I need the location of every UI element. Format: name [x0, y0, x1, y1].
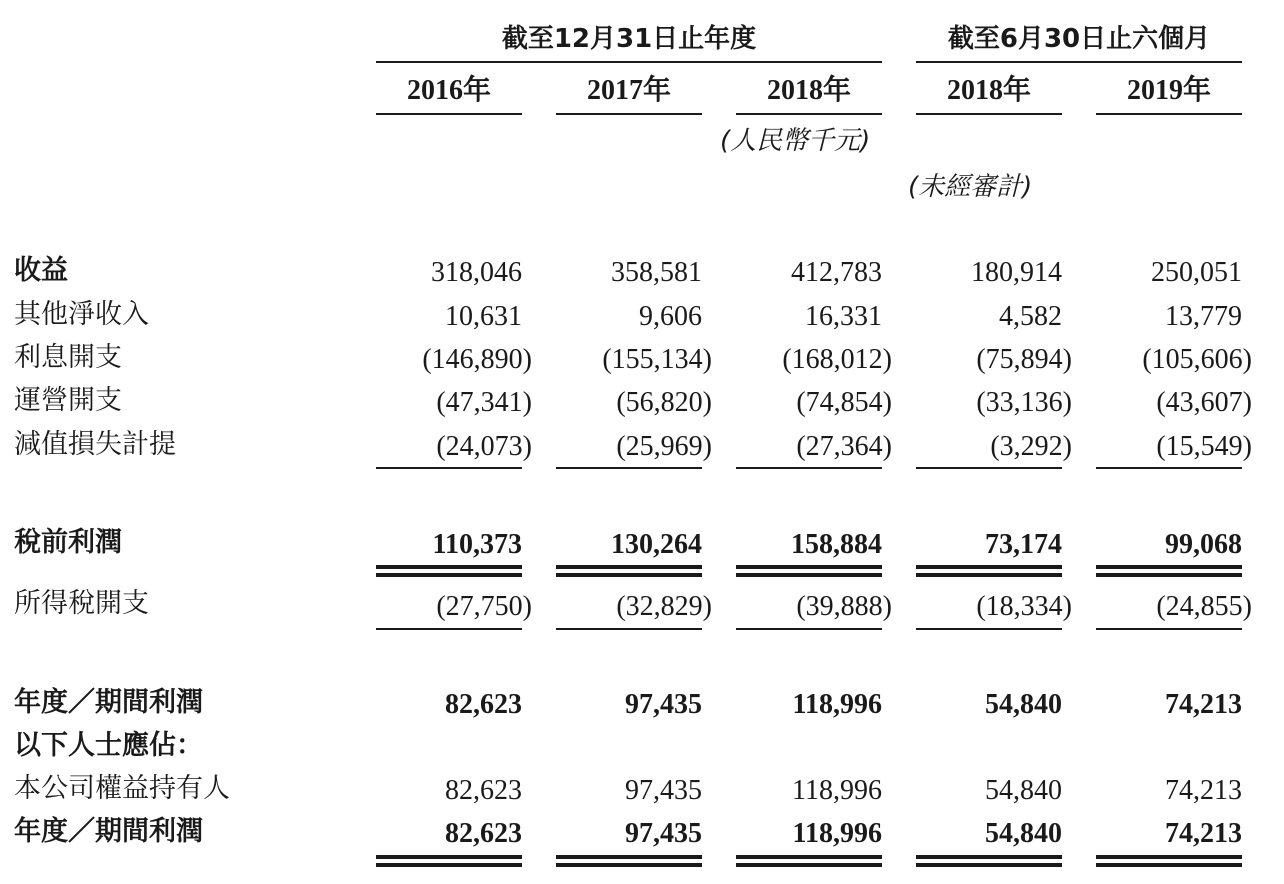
pbt-double-rule-bottom-2018 — [736, 573, 882, 577]
cell-equity-2016: 82,623 — [445, 775, 522, 806]
cell-interest-2018-interim: (75,894) — [976, 344, 1072, 375]
cell-revenue-2019-interim: 250,051 — [1151, 257, 1242, 288]
cell-profit-total-2016: 82,623 — [445, 818, 522, 849]
final-double-rule-bottom-2018-interim — [916, 863, 1062, 867]
cell-equity-2019-interim: 74,213 — [1165, 775, 1242, 806]
cell-opex-2018-interim: (33,136) — [976, 387, 1072, 418]
cell-interest-2018: (168,012) — [782, 344, 892, 375]
cell-opex-2016: (47,341) — [436, 387, 532, 418]
pbt-double-rule-top-2018 — [736, 565, 882, 569]
row-label-interest-expense: 利息開支 — [14, 342, 122, 373]
final-double-rule-bottom-2016 — [376, 863, 522, 867]
final-double-rule-top-2018 — [736, 855, 882, 859]
cell-interest-2016: (146,890) — [422, 344, 532, 375]
cell-profit-2019-interim: 74,213 — [1165, 689, 1242, 720]
cell-revenue-2017: 358,581 — [611, 257, 702, 288]
cell-impairment-2018: (27,364) — [796, 431, 892, 462]
final-double-rule-top-2016 — [376, 855, 522, 859]
subtotal-rule-2018 — [736, 467, 882, 469]
row-label-attributable-to: 以下人士應佔： — [14, 730, 203, 761]
year-header-2018-interim: 2018年 — [946, 75, 1031, 106]
cell-opex-2017: (56,820) — [616, 387, 712, 418]
row-label-revenue: 收益 — [14, 255, 68, 286]
header-interim-rule — [916, 61, 1242, 63]
final-double-rule-top-2017 — [556, 855, 702, 859]
cell-profit-total-2019-interim: 74,213 — [1165, 818, 1242, 849]
cell-interest-2017: (155,134) — [602, 344, 712, 375]
cell-profit-total-2018: 118,996 — [792, 818, 882, 849]
cell-revenue-2016: 318,046 — [431, 257, 522, 288]
pbt-double-rule-top-2019-interim — [1096, 565, 1242, 569]
row-label-profit-for-period: 年度／期間利潤 — [14, 687, 203, 718]
cell-profit-2018-interim: 54,840 — [985, 689, 1062, 720]
cell-pbt-2018-interim: 73,174 — [985, 529, 1062, 560]
cell-impairment-2017: (25,969) — [616, 431, 712, 462]
cell-other-income-2019-interim: 13,779 — [1165, 301, 1242, 332]
cell-other-income-2018-interim: 4,582 — [999, 301, 1062, 332]
tax-rule-2018-interim — [916, 628, 1062, 630]
year-rule-2018 — [736, 113, 882, 115]
cell-impairment-2018-interim: (3,292) — [990, 431, 1072, 462]
pbt-double-rule-bottom-2016 — [376, 573, 522, 577]
subtotal-rule-2016 — [376, 467, 522, 469]
row-label-income-tax: 所得稅開支 — [14, 588, 149, 619]
cell-interest-2019-interim: (105,606) — [1142, 344, 1252, 375]
year-header-2016: 2016年 — [406, 75, 491, 106]
row-label-other-net-income: 其他淨收入 — [14, 299, 149, 330]
cell-pbt-2017: 130,264 — [611, 529, 702, 560]
cell-opex-2019-interim: (43,607) — [1156, 387, 1252, 418]
cell-other-income-2017: 9,606 — [639, 301, 702, 332]
cell-impairment-2016: (24,073) — [436, 431, 532, 462]
cell-opex-2018: (74,854) — [796, 387, 892, 418]
pbt-double-rule-bottom-2017 — [556, 573, 702, 577]
header-annual-rule — [376, 61, 882, 63]
cell-tax-2018-interim: (18,334) — [976, 591, 1072, 622]
row-label-equity-holders: 本公司權益持有人 — [14, 773, 230, 804]
cell-profit-2018: 118,996 — [792, 689, 882, 720]
tax-rule-2016 — [376, 628, 522, 630]
year-rule-2018-interim — [916, 113, 1062, 115]
pbt-double-rule-top-2017 — [556, 565, 702, 569]
cell-profit-2016: 82,623 — [445, 689, 522, 720]
final-double-rule-top-2018-interim — [916, 855, 1062, 859]
cell-tax-2019-interim: (24,855) — [1156, 591, 1252, 622]
header-annual-period: 截至12月31日止年度 — [501, 24, 757, 54]
year-header-2018: 2018年 — [766, 75, 851, 106]
cell-tax-2017: (32,829) — [616, 591, 712, 622]
year-rule-2017 — [556, 113, 702, 115]
tax-rule-2017 — [556, 628, 702, 630]
header-interim-period: 截至6月30日止六個月 — [947, 24, 1211, 54]
cell-pbt-2016: 110,373 — [432, 529, 522, 560]
pbt-double-rule-bottom-2019-interim — [1096, 573, 1242, 577]
tax-rule-2019-interim — [1096, 628, 1242, 630]
subtotal-rule-2018-interim — [916, 467, 1062, 469]
tax-rule-2018 — [736, 628, 882, 630]
final-double-rule-bottom-2018 — [736, 863, 882, 867]
year-header-2019-interim: 2019年 — [1126, 75, 1211, 106]
cell-other-income-2018: 16,331 — [805, 301, 882, 332]
final-double-rule-bottom-2017 — [556, 863, 702, 867]
cell-profit-total-2018-interim: 54,840 — [985, 818, 1062, 849]
cell-equity-2018: 118,996 — [792, 775, 882, 806]
year-rule-2019-interim — [1096, 113, 1242, 115]
currency-note: (人民幣千元) — [720, 126, 871, 156]
row-label-impairment: 減值損失計提 — [14, 429, 176, 460]
cell-equity-2018-interim: 54,840 — [985, 775, 1062, 806]
cell-profit-total-2017: 97,435 — [625, 818, 702, 849]
cell-pbt-2019-interim: 99,068 — [1165, 529, 1242, 560]
cell-revenue-2018: 412,783 — [791, 257, 882, 288]
row-label-operating-expense: 運營開支 — [14, 385, 122, 416]
row-label-profit-for-period-total: 年度／期間利潤 — [14, 816, 203, 847]
cell-tax-2018: (39,888) — [796, 591, 892, 622]
unaudited-note: (未經審計) — [908, 172, 1033, 202]
row-label-profit-before-tax: 稅前利潤 — [14, 527, 122, 558]
subtotal-rule-2017 — [556, 467, 702, 469]
subtotal-rule-2019-interim — [1096, 467, 1242, 469]
pbt-double-rule-bottom-2018-interim — [916, 573, 1062, 577]
pbt-double-rule-top-2018-interim — [916, 565, 1062, 569]
cell-impairment-2019-interim: (15,549) — [1156, 431, 1252, 462]
pbt-double-rule-top-2016 — [376, 565, 522, 569]
cell-profit-2017: 97,435 — [625, 689, 702, 720]
final-double-rule-top-2019-interim — [1096, 855, 1242, 859]
year-header-2017: 2017年 — [586, 75, 671, 106]
cell-revenue-2018-interim: 180,914 — [971, 257, 1062, 288]
year-rule-2016 — [376, 113, 522, 115]
final-double-rule-bottom-2019-interim — [1096, 863, 1242, 867]
cell-equity-2017: 97,435 — [625, 775, 702, 806]
cell-tax-2016: (27,750) — [436, 591, 532, 622]
cell-other-income-2016: 10,631 — [445, 301, 522, 332]
cell-pbt-2018: 158,884 — [791, 529, 882, 560]
